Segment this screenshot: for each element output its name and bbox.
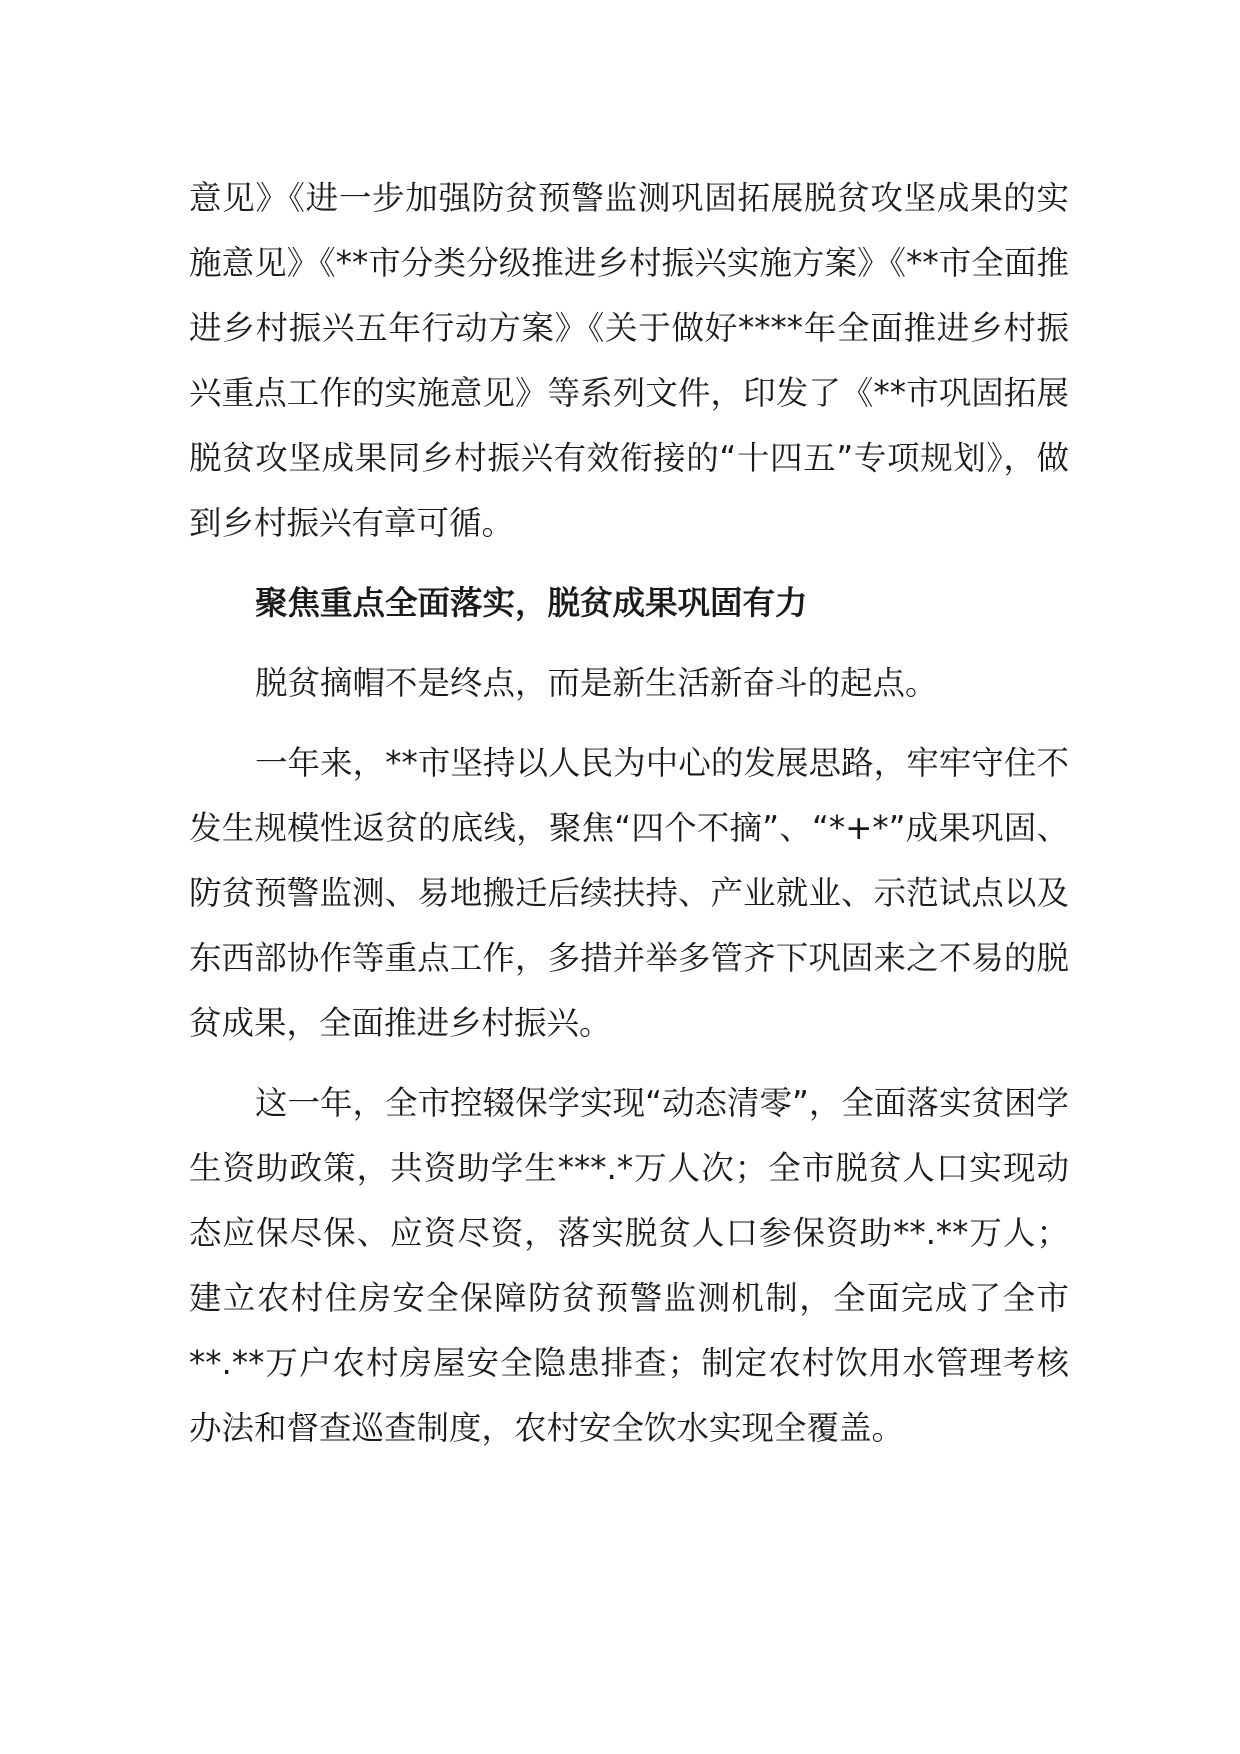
section-heading: 聚焦重点全面落实，脱贫成果巩固有力 [255,584,808,622]
paragraph-results: 这一年，全市控辍保学实现“动态清零”，全面落实贫困学生资助政策，共资助学生***.*万人次；全市脱贫人口实现动态应保尽保、应资尽资，落实脱贫人口参保资助**.**万人；建立农村住房安全保障防贫预警监测机制，全面完成了全市**.**万户农村房屋安全隐患排查；制定农村饮用水管理考核办法和督查巡查制度，农村安全饮水实现全覆盖。 [189,1084,1069,1447]
paragraph-lead: 脱贫摘帽不是终点，而是新生活新奋斗的起点。 [255,664,938,702]
document-body [189,166,1069,1476]
paragraph-intro-continued: 意见》《进一步加强防贫预警监测巩固拓展脱贫攻坚成果的实施意见》《**市分类分级推进乡村振兴实施方案》《**市全面推进乡村振兴五年行动方案》《关于做好****年全面推进乡村振兴重点工作的实施意见》等系列文件，印发了《**市巩固拓展脱贫攻坚成果同乡村振兴有效衔接的“十四五”专项规划》，做到乡村振兴有章可循。 [189,179,1069,542]
paragraph-year-summary: 一年来，**市坚持以人民为中心的发展思路，牢牢守住不发生规模性返贫的底线，聚焦“四个不摘”、“*+*”成果巩固、防贫预警监测、易地搬迁后续扶持、产业就业、示范试点以及东西部协作等重点工作，多措并举多管齐下巩固来之不易的脱贫成果，全面推进乡村振兴。 [189,744,1069,1042]
